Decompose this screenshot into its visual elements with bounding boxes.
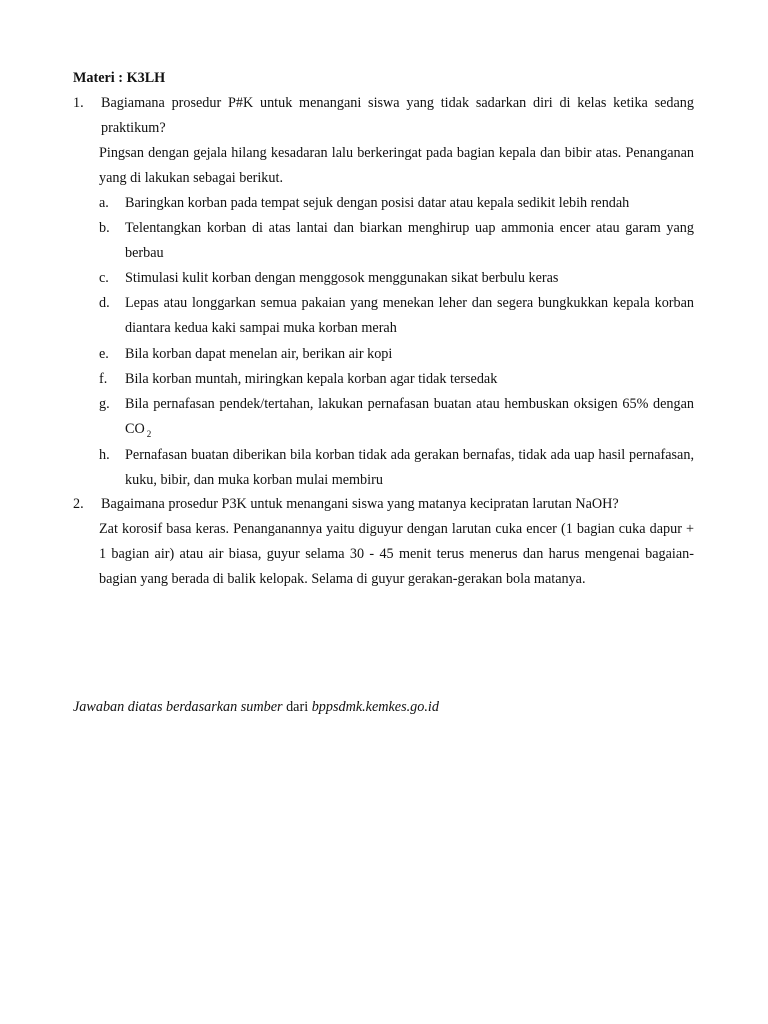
step-d-letter: d.: [99, 295, 110, 311]
question-2-text: Bagaimana prosedur P3K untuk menangani siswa yang matanya kecipratan larutan NaOH?: [101, 496, 619, 512]
step-b-text: Telentangkan korban di atas lantai dan biarkan menghirup uap ammonia encer atau garam yang berbau: [125, 220, 694, 262]
step-c-text: Stimulasi kulit korban dengan menggosok menggunakan sikat berbulu keras: [125, 270, 559, 286]
question-1-number: 1.: [73, 95, 84, 111]
source-note: [73, 697, 439, 717]
step-e-text: Bila korban dapat menelan air, berikan air kopi: [125, 346, 393, 362]
step-h-letter: h.: [99, 447, 110, 463]
step-b-letter: b.: [99, 220, 110, 236]
step-h-text: Pernafasan buatan diberikan bila korban tidak ada gerakan bernafas, tidak ada uap hasil pernafasan, kuku, bibir, dan muka korban mulai membiru: [125, 447, 694, 489]
step-g-text: [125, 392, 694, 447]
source-note-italic: Jawaban diatas berdasarkan sumber: [73, 699, 283, 715]
question-1-text: Bagiamana prosedur P#K untuk menangani siswa yang tidak sadarkan diri di kelas ketika sedang praktikum?: [101, 95, 694, 137]
step-e-letter: e.: [99, 346, 109, 362]
materi-heading: Materi : K3LH: [73, 70, 166, 86]
step-c-letter: c.: [99, 270, 109, 286]
question-2-number: 2.: [73, 496, 84, 512]
step-f-letter: f.: [99, 371, 108, 387]
step-d-text: Lepas atau longgarkan semua pakaian yang menekan leher dan segera bungkukkan kepala korban diantara kedua kaki sampai muka korban merah: [125, 295, 694, 337]
step-a-letter: a.: [99, 195, 109, 211]
source-note-connector: dari: [282, 699, 312, 715]
step-f-text: Bila korban muntah, miringkan kepala korban agar tidak tersedak: [125, 371, 498, 387]
source-note-url: bppsdmk.kemkes.go.id: [311, 699, 439, 715]
step-g-main-text: Bila pernafasan pendek/tertahan, lakukan pernafasan buatan atau hembuskan oksigen 65% dengan CO: [125, 396, 694, 438]
step-g-letter: g.: [99, 396, 110, 412]
question-2-answer: Zat korosif basa keras. Penanganannya yaitu diguyur dengan larutan cuka encer (1 bagian cuka dapur + 1 bagian air) atau air biasa, guyur selama 30 - 45 menit terus menerus dan harus mengenai bagaian-bagian yang berada di balik kelopak. Selama di guyur gerakan-gerakan bola matanya.: [99, 521, 694, 588]
question-1-intro: Pingsan dengan gejala hilang kesadaran lalu berkeringat pada bagian kepala dan bibir atas. Penanganan yang di lakukan sebagai berikut.: [99, 145, 694, 187]
step-a-text: Baringkan korban pada tempat sejuk dengan posisi datar atau kepala sedikit lebih rendah: [125, 195, 630, 211]
co2-subscript: 2: [146, 429, 152, 440]
